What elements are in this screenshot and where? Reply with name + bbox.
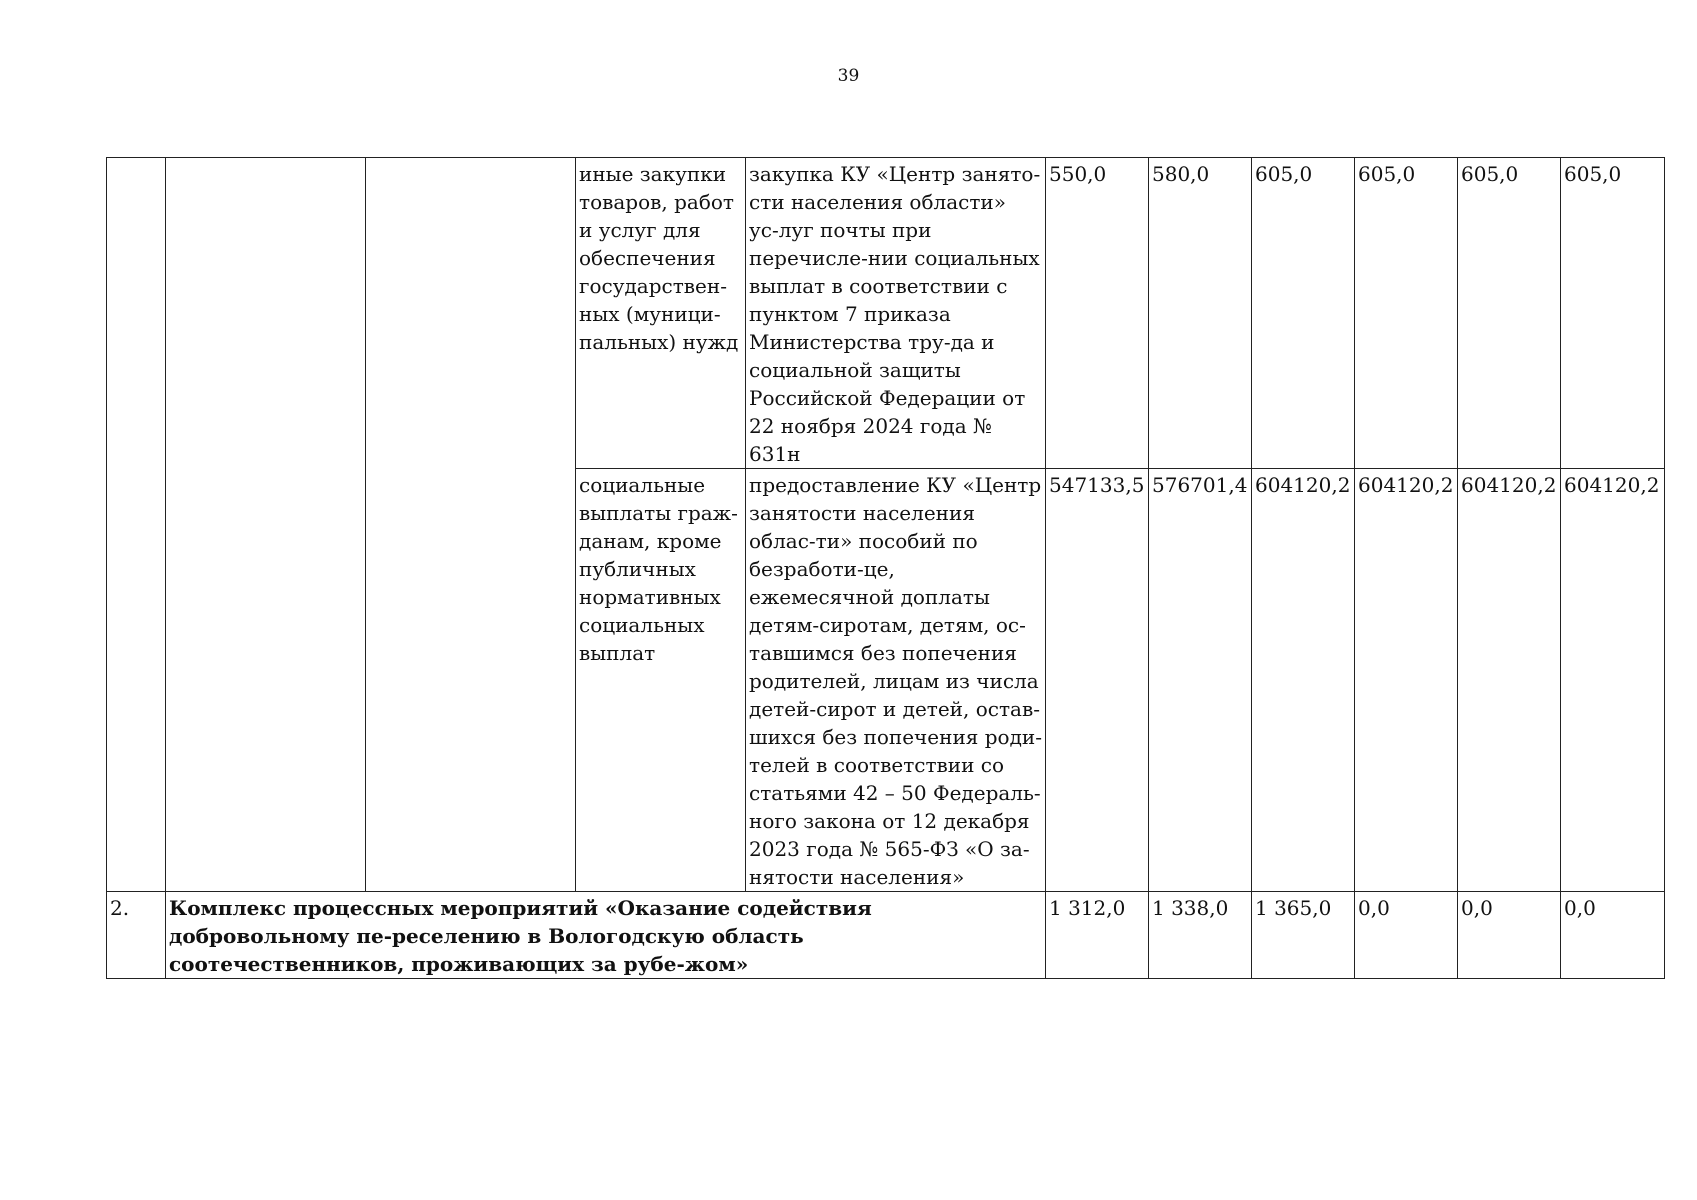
value-cell: 1 312,0: [1046, 892, 1149, 979]
value-cell: 605,0: [1355, 158, 1458, 469]
row-number-cell: 2.: [107, 892, 166, 979]
value-cell: 0,0: [1355, 892, 1458, 979]
table-row: [107, 892, 1665, 979]
value-cell: 605,0: [1561, 158, 1665, 469]
expense-type-cell: иные закупки товаров, работ и услуг для обеспечения государствен-ных (муници-пальных) нужд: [576, 158, 746, 469]
value-cell: 605,0: [1252, 158, 1355, 469]
description-cell: предоставление КУ «Центр занятости населения облас-ти» пособий по безработи-це, ежемесячной доплаты детям-сиротам, детям, ос-тавшимся без попечения родителей, лицам из числа детей-сирот и детей, остав-шихся без попечения роди-телей в соответствии со статьями 42 – 50 Федераль-ного закона от 12 декабря 2023 года № 565-ФЗ «О за-нятости населения»: [746, 469, 1046, 892]
value-cell: 0,0: [1458, 892, 1561, 979]
name-cell-empty: [166, 158, 366, 892]
value-cell: 604120,2: [1458, 469, 1561, 892]
value-cell: 547133,5: [1046, 469, 1149, 892]
value-cell: 604120,2: [1561, 469, 1665, 892]
value-cell: 605,0: [1458, 158, 1561, 469]
value-cell: 576701,4: [1149, 469, 1252, 892]
expense-type-cell: социальные выплаты граж-данам, кроме публичных нормативных социальных выплат: [576, 469, 746, 892]
executor-cell-empty: [366, 158, 576, 892]
value-cell: 550,0: [1046, 158, 1149, 469]
value-cell: 1 365,0: [1252, 892, 1355, 979]
description-cell: закупка КУ «Центр занято-сти населения области» ус-луг почты при перечисле-нии социальных выплат в соответствии с пунктом 7 приказа Министерства тру-да и социальной защиты Российской Федерации от 22 ноября 2024 года № 631н: [746, 158, 1046, 469]
table-row: [107, 158, 1665, 469]
page-number: 39: [837, 66, 860, 86]
number-cell-empty: [107, 158, 166, 892]
value-cell: 1 338,0: [1149, 892, 1252, 979]
value-cell: 0,0: [1561, 892, 1665, 979]
value-cell: 580,0: [1149, 158, 1252, 469]
value-cell: 604120,2: [1252, 469, 1355, 892]
budget-table: [106, 157, 1665, 979]
value-cell: 604120,2: [1355, 469, 1458, 892]
complex-title-cell: Комплекс процессных мероприятий «Оказание содействия добровольному пе-реселению в Вологодскую область соотечественников, проживающих за рубе-жом»: [166, 892, 1046, 979]
